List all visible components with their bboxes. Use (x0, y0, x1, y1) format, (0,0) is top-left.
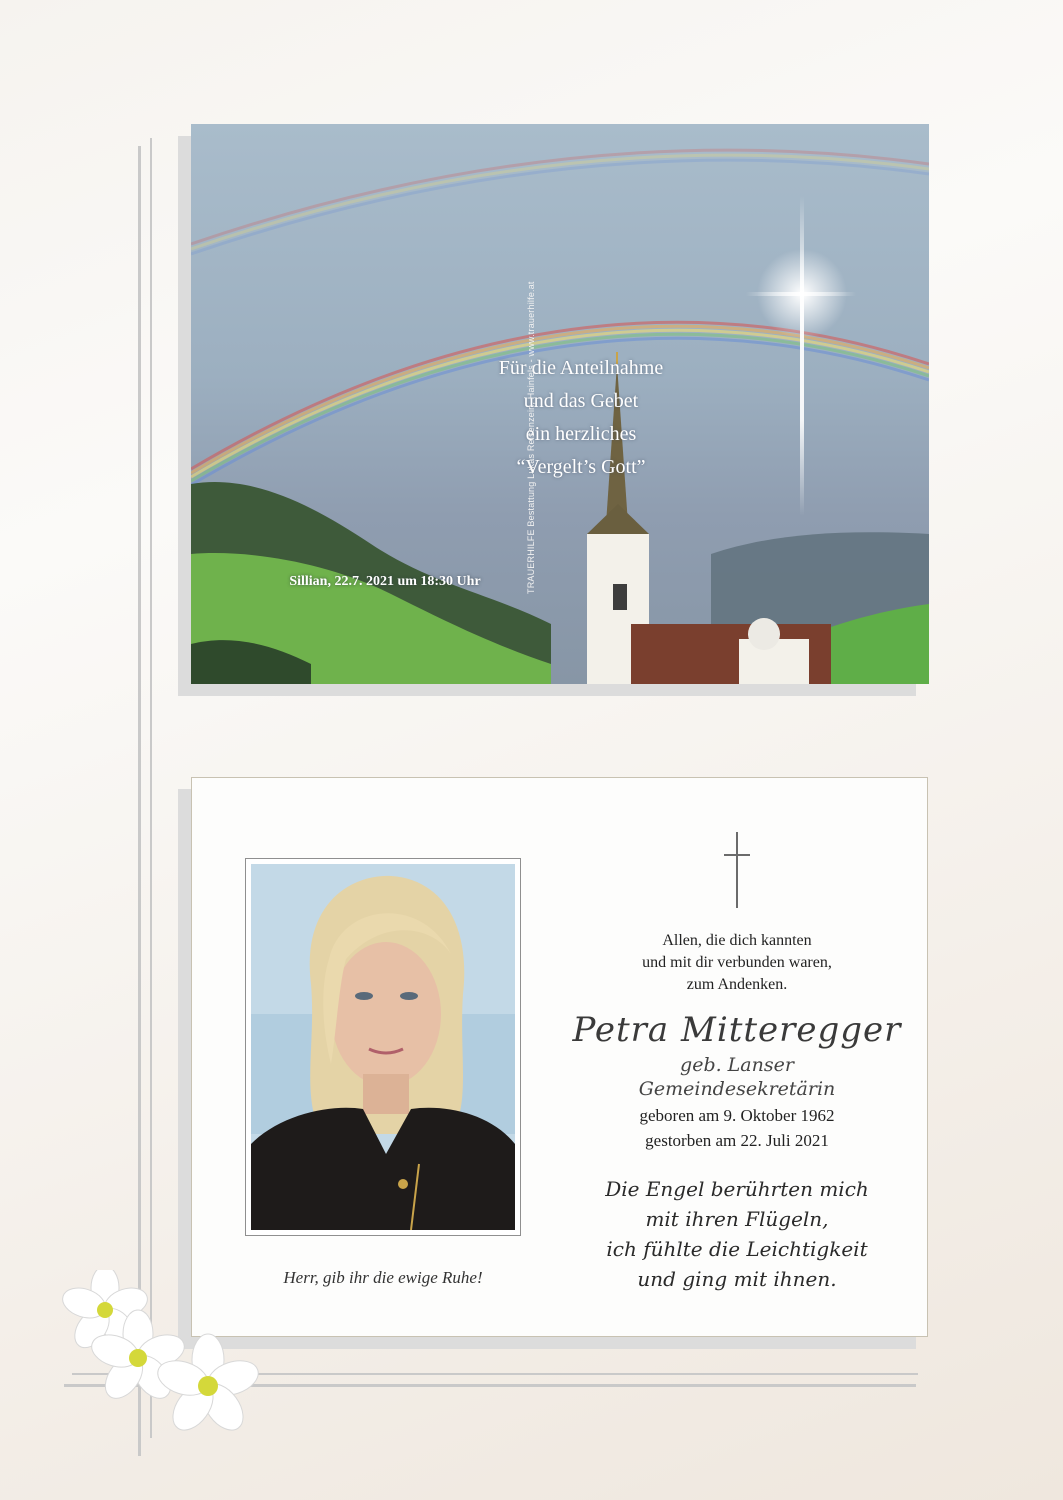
poem-line: Die Engel berührten mich (605, 1177, 869, 1201)
thanks-line: ein herzliches (525, 423, 637, 445)
thanks-text (391, 352, 771, 484)
portrait-frame (245, 858, 521, 1236)
frame-line-left-inner (150, 138, 152, 1438)
rainbow-outer (191, 150, 929, 254)
thanks-line: Für die Anteilnahme (498, 357, 664, 379)
frame-line-left-outer (138, 146, 141, 1456)
dedication-line: und mit dir verbunden waren, (642, 954, 832, 971)
poem (562, 1174, 912, 1294)
poem-line: und ging mit ihnen. (637, 1267, 837, 1291)
prayer-caption: Herr, gib ihr die ewige Ruhe! (283, 1268, 483, 1287)
top-card (191, 124, 929, 684)
dedication-line: zum Andenken. (686, 976, 788, 993)
dedication-text (562, 930, 912, 996)
bottom-card (191, 777, 928, 1337)
funeral-home-credit: TRAUERHILFE Bestattung Lukas Reisenzein, Hainfels - www.trauerhilfe.at (526, 281, 536, 594)
deceased-name: Petra Mitteregger (572, 1010, 902, 1050)
death-date: gestorben am 22. Juli 2021 (645, 1131, 829, 1150)
poem-line: mit ihren Flügeln, (645, 1207, 829, 1231)
flower-decoration-icon (60, 1270, 270, 1440)
mass-date: Sillian, 22.7. 2021 um 18:30 Uhr (289, 574, 481, 589)
thanks-line: “Vergelt’s Gott” (516, 456, 646, 478)
portrait-photo (251, 864, 515, 1230)
portrait-illustration (251, 864, 515, 1230)
birth-date: geboren am 9. Oktober 1962 (639, 1106, 835, 1125)
dedication-line: Allen, die dich kannten (662, 932, 812, 949)
thanks-line: und das Gebet (523, 390, 639, 412)
cross-icon (722, 830, 752, 910)
poem-line: ich fühlte die Leichtigkeit (606, 1237, 868, 1261)
life-dates (562, 1103, 912, 1153)
occupation: Gemeindesekretärin (638, 1078, 836, 1100)
maiden-name: geb. Lanser (680, 1054, 794, 1076)
